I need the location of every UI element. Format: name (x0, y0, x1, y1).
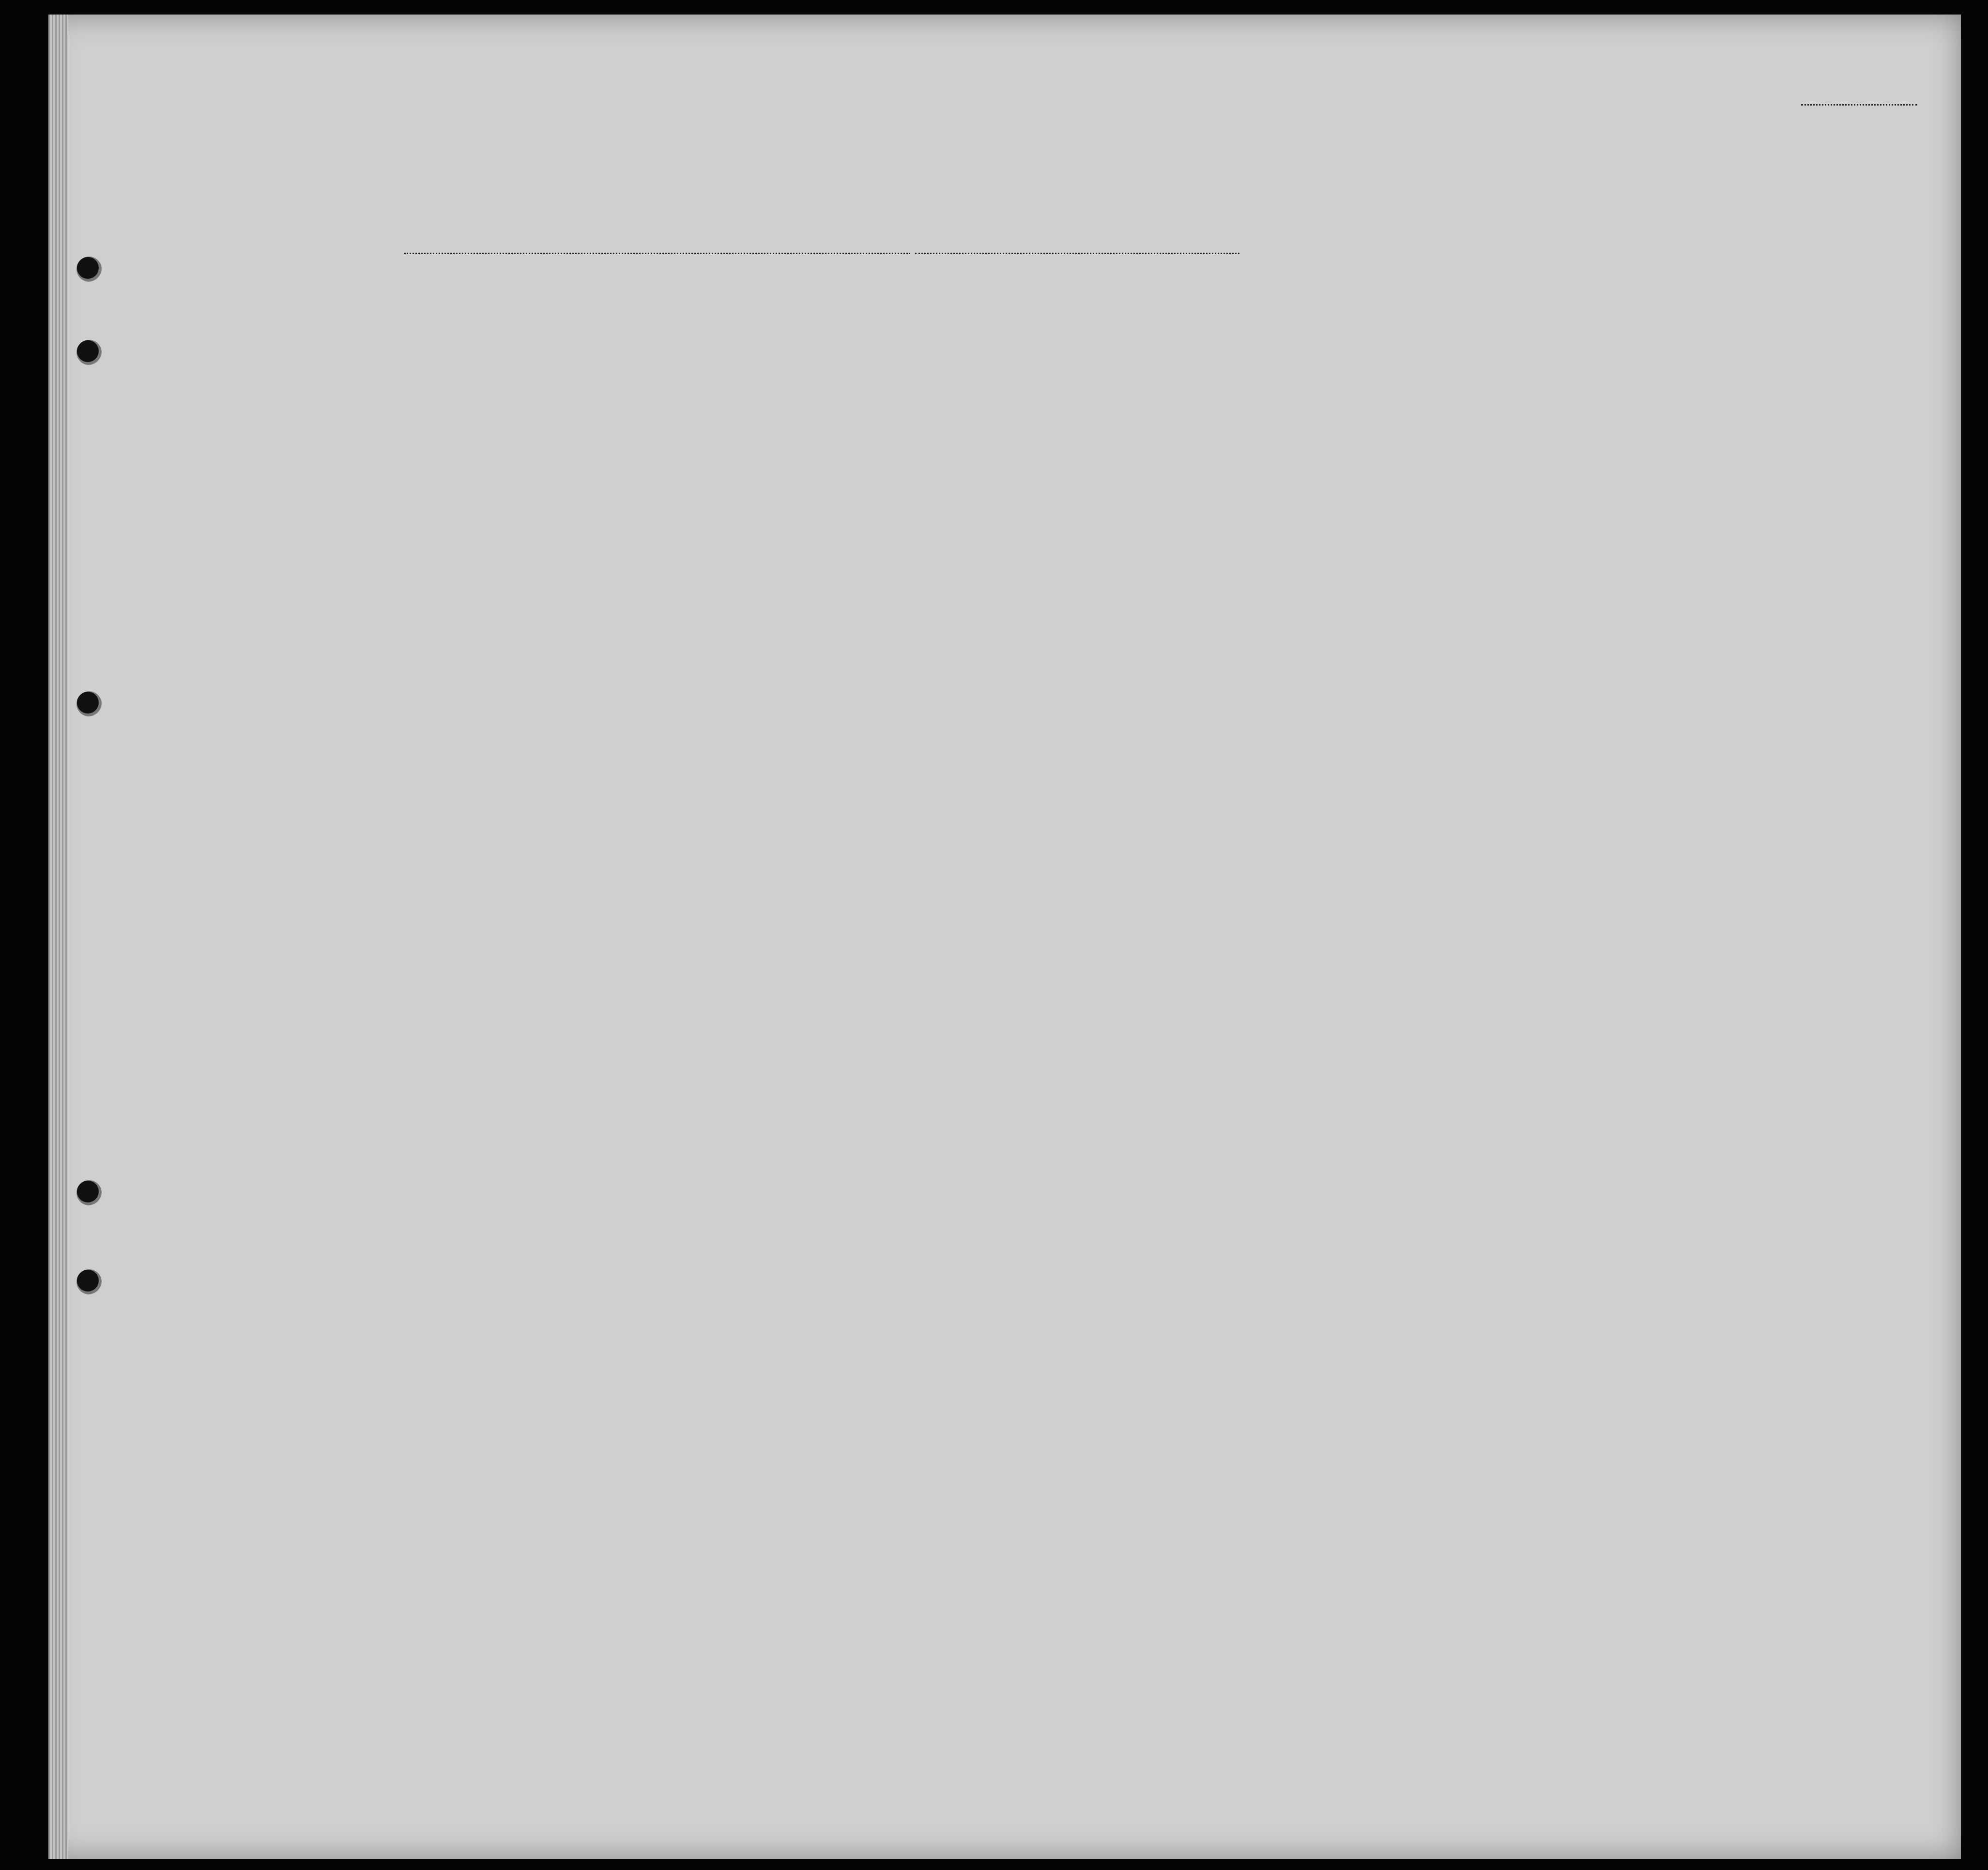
col28-heading (1375, 311, 1404, 434)
col30-heading (1486, 311, 1506, 434)
list-number-line (1801, 104, 1917, 106)
form-grid (48, 15, 1961, 1859)
port-underline (404, 253, 910, 254)
date-underline (915, 253, 1239, 254)
col29-heading (1434, 311, 1458, 434)
manifest-sheet (48, 15, 1961, 1859)
